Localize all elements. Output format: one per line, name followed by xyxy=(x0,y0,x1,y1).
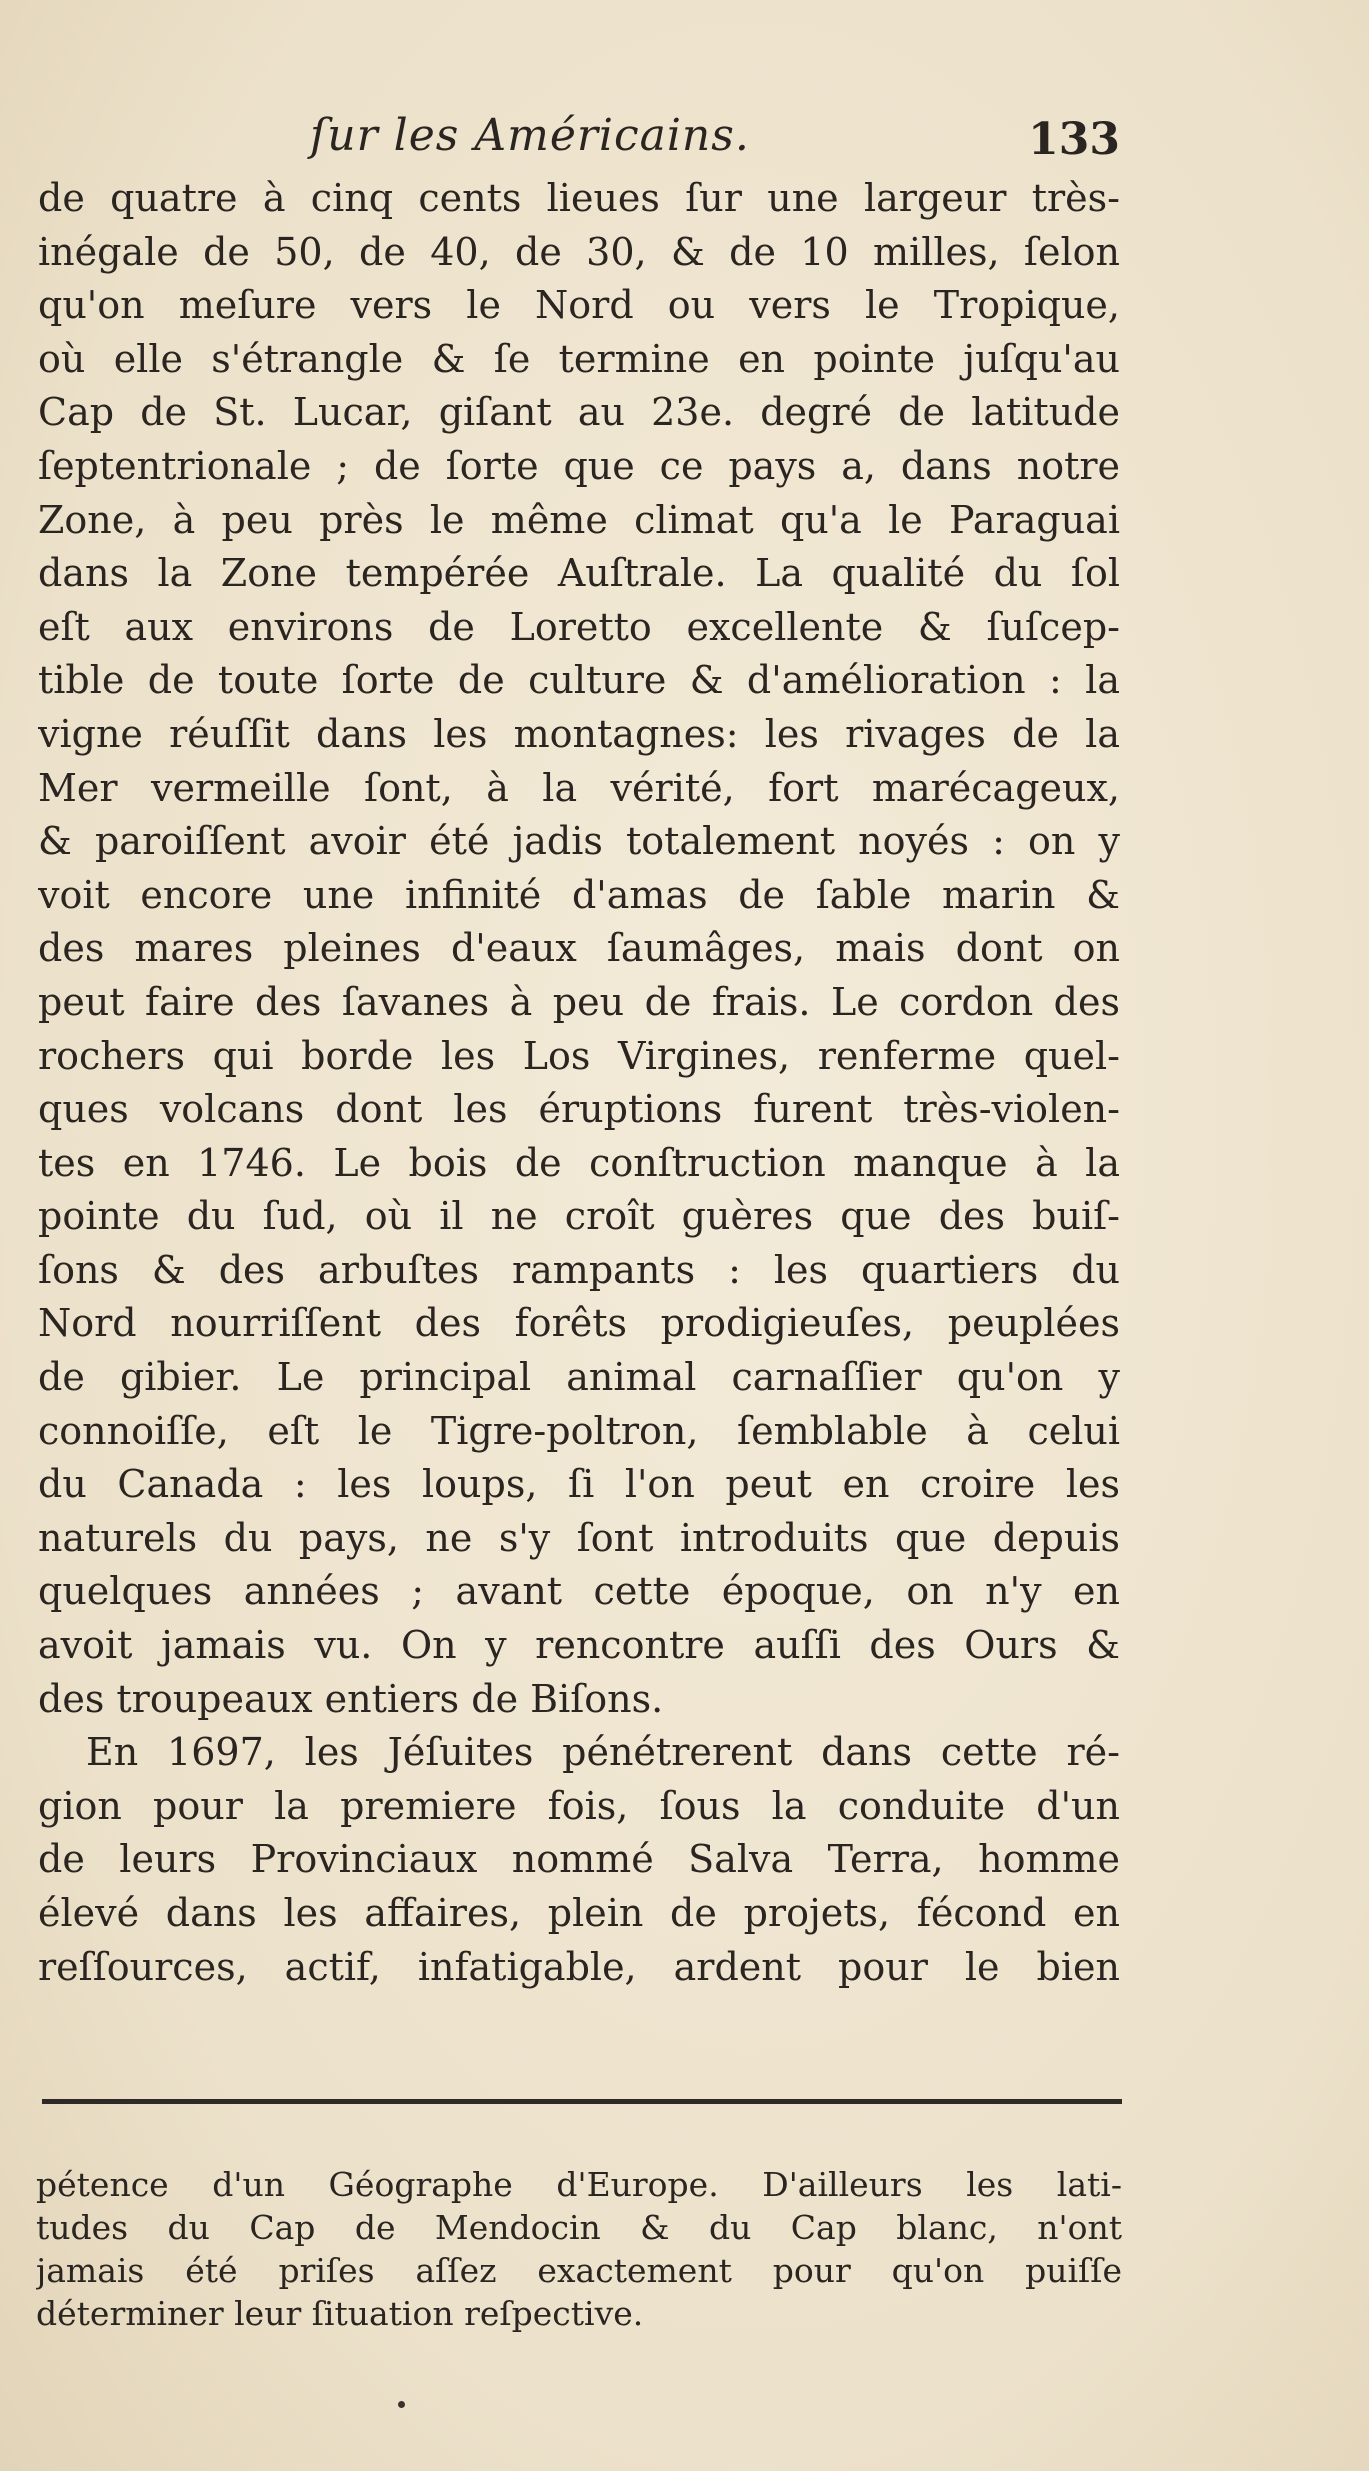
page-header xyxy=(310,110,1120,180)
paper-speck xyxy=(398,2401,405,2408)
text-line: pointe du ſud, où il ne croît guères que des buiſ- xyxy=(38,1194,1120,1239)
text-line: rochers qui borde les Los Virgines, renferme quel- xyxy=(38,1033,1120,1078)
main-text xyxy=(38,172,1120,1994)
text-line: voit encore une infinité d'amas de ſable marin & xyxy=(38,872,1120,917)
footnote-line: pétence d'un Géographe d'Europe. D'ailleurs les lati- xyxy=(36,2165,1122,2204)
text-line: de leurs Provinciaux nommé Salva Terra, homme xyxy=(38,1837,1120,1882)
text-line: avoit jamais vu. On y rencontre auſſi des Ours & xyxy=(38,1623,1120,1668)
text-line: de quatre à cinq cents lieues ſur une largeur très- xyxy=(38,176,1120,220)
text-line: dans la Zone tempérée Auſtrale. La qualité du ſol xyxy=(38,551,1120,596)
text-line: de gibier. Le principal animal carnaſſier qu'on y xyxy=(38,1355,1120,1400)
text-line: reſſources, actif, infatigable, ardent pour le bien xyxy=(38,1944,1120,1989)
text-line: ſons & des arbuſtes rampants : les quartiers du xyxy=(38,1247,1120,1292)
text-line: tible de toute ſorte de culture & d'amélioration : la xyxy=(38,658,1120,703)
footnote-line: déterminer leur ſituation reſpective. xyxy=(36,2294,644,2333)
text-line: Nord nourriſſent des forêts prodigieuſes, peuplées xyxy=(38,1301,1120,1346)
text-line: qu'on meſure vers le Nord ou vers le Tropique, xyxy=(38,283,1120,328)
text-line: En 1697, les Jéſuites pénétrerent dans cette ré- xyxy=(86,1730,1120,1775)
text-line: Zone, à peu près le même climat qu'a le Paraguai xyxy=(38,497,1120,542)
text-line: ques volcans dont les éruptions furent très-violen- xyxy=(38,1087,1120,1132)
running-head: ſur les Américains. xyxy=(310,110,750,161)
text-line: eſt aux environs de Loretto excellente & ſuſcep- xyxy=(38,604,1120,649)
page-number: 133 xyxy=(1028,114,1120,165)
text-line: inégale de 50, de 40, de 30, & de 10 milles, ſelon xyxy=(38,229,1120,274)
text-line: peut faire des ſavanes à peu de frais. Le cordon des xyxy=(38,979,1120,1024)
text-line: où elle s'étrangle & ſe termine en pointe juſqu'au xyxy=(38,336,1120,381)
text-line: des mares pleines d'eaux ſaumâges, mais dont on xyxy=(38,926,1120,971)
text-line: vigne réuſſit dans les montagnes: les rivages de la xyxy=(38,711,1120,756)
text-line: & paroiſſent avoir été jadis totalement noyés : on y xyxy=(38,819,1120,864)
footnote-line: tudes du Cap de Mendocin & du Cap blanc, n'ont xyxy=(36,2208,1122,2247)
footnote-line: jamais été priſes aſſez exactement pour qu'on puiſſe xyxy=(36,2251,1122,2290)
text-line: gion pour la premiere fois, ſous la conduite d'un xyxy=(38,1783,1120,1828)
footnote-divider xyxy=(42,2099,1122,2104)
text-line: naturels du pays, ne s'y ſont introduits que depuis xyxy=(38,1515,1120,1560)
text-line: Mer vermeille ſont, à la vérité, fort marécageux, xyxy=(38,765,1120,810)
text-line: quelques années ; avant cette époque, on n'y en xyxy=(38,1569,1120,1614)
text-line: ſeptentrionale ; de ſorte que ce pays a, dans notre xyxy=(38,443,1120,488)
text-line: connoiſſe, eſt le Tigre-poltron, ſemblable à celui xyxy=(38,1408,1120,1453)
footnote xyxy=(36,2163,1122,2335)
text-line: Cap de St. Lucar, giſant au 23e. degré de latitude xyxy=(38,390,1120,435)
text-line: tes en 1746. Le bois de conſtruction manque à la xyxy=(38,1140,1120,1185)
text-line: du Canada : les loups, ſi l'on peut en croire les xyxy=(38,1462,1120,1507)
text-line: des troupeaux entiers de Biſons. xyxy=(38,1676,664,1721)
text-line: élevé dans les affaires, plein de projets, fécond en xyxy=(38,1891,1120,1935)
